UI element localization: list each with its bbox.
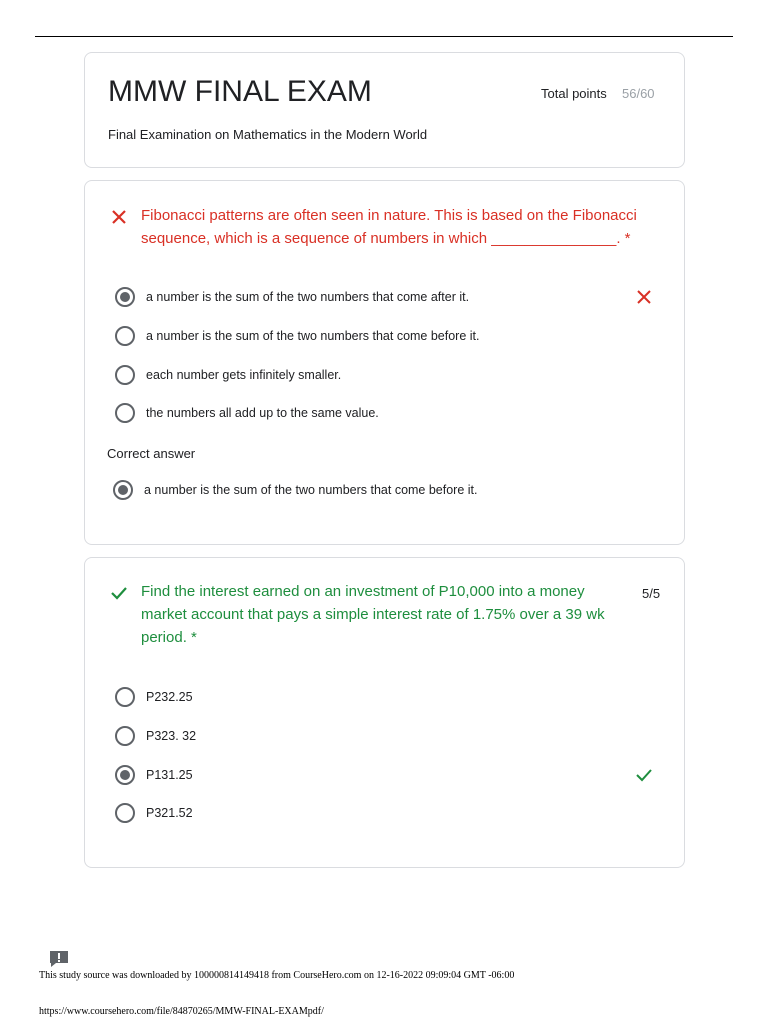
option-1[interactable]	[115, 286, 469, 308]
option-3[interactable]	[115, 364, 341, 386]
option-label: P321.52	[146, 806, 193, 820]
correct-answer-option	[113, 479, 478, 501]
option-label: P131.25	[146, 768, 193, 782]
radio-button[interactable]	[115, 365, 135, 385]
radio-button[interactable]	[115, 403, 135, 423]
question-text: Find the interest earned on an investment of P10,000 into a money market account that pays a simple interest rate of 1.75% over a 39 wk period. *	[141, 583, 605, 646]
radio-button[interactable]	[115, 326, 135, 346]
option-4[interactable]	[115, 402, 379, 424]
total-points-value: 56/60	[622, 86, 655, 101]
option-label: a number is the sum of the two numbers that come before it.	[146, 329, 480, 343]
correct-answer-heading: Correct answer	[107, 446, 196, 461]
option-3[interactable]	[115, 764, 193, 786]
radio-button[interactable]	[115, 803, 135, 823]
option-label: P323. 32	[146, 729, 197, 743]
check-icon	[109, 583, 129, 603]
radio-button[interactable]	[115, 687, 135, 707]
exam-description: Final Examination on Mathematics in the Modern World	[108, 127, 428, 142]
option-label: a number is the sum of the two numbers that come after it.	[146, 290, 470, 304]
download-notice: This study source was downloaded by 100000814149418 from CourseHero.com on 12-16-2022 09:09:04 GMT -06:00	[39, 970, 515, 981]
exam-header-card	[84, 52, 685, 168]
option-2[interactable]	[115, 325, 480, 347]
option-label: each number gets infinitely smaller.	[146, 368, 342, 382]
report-icon[interactable]	[48, 949, 70, 969]
radio-button[interactable]	[115, 726, 135, 746]
option-label: a number is the sum of the two numbers that come before it.	[144, 483, 478, 497]
question-score: 5/5	[642, 586, 661, 601]
question-card-2	[84, 557, 685, 868]
x-icon	[635, 288, 653, 306]
source-url[interactable]: https://www.coursehero.com/file/84870265/MMW-FINAL-EXAMpdf/	[39, 1006, 324, 1017]
option-label: the numbers all add up to the same value.	[146, 406, 379, 420]
option-label: P232.25	[146, 690, 193, 704]
radio-button[interactable]	[115, 765, 135, 785]
total-points-label: Total points	[541, 86, 607, 101]
option-1[interactable]	[115, 686, 193, 708]
question-text: Fibonacci patterns are often seen in nature. This is based on the Fibonacci sequence, which is a sequence of numbers in which _______________. *	[141, 207, 637, 247]
question-card-1	[84, 180, 685, 545]
x-icon	[109, 207, 129, 227]
radio-button	[113, 480, 133, 500]
option-2[interactable]	[115, 725, 196, 747]
radio-button[interactable]	[115, 287, 135, 307]
check-icon	[635, 766, 653, 784]
top-divider	[35, 36, 733, 37]
option-4[interactable]	[115, 802, 193, 824]
page-title: MMW FINAL EXAM	[108, 75, 372, 108]
